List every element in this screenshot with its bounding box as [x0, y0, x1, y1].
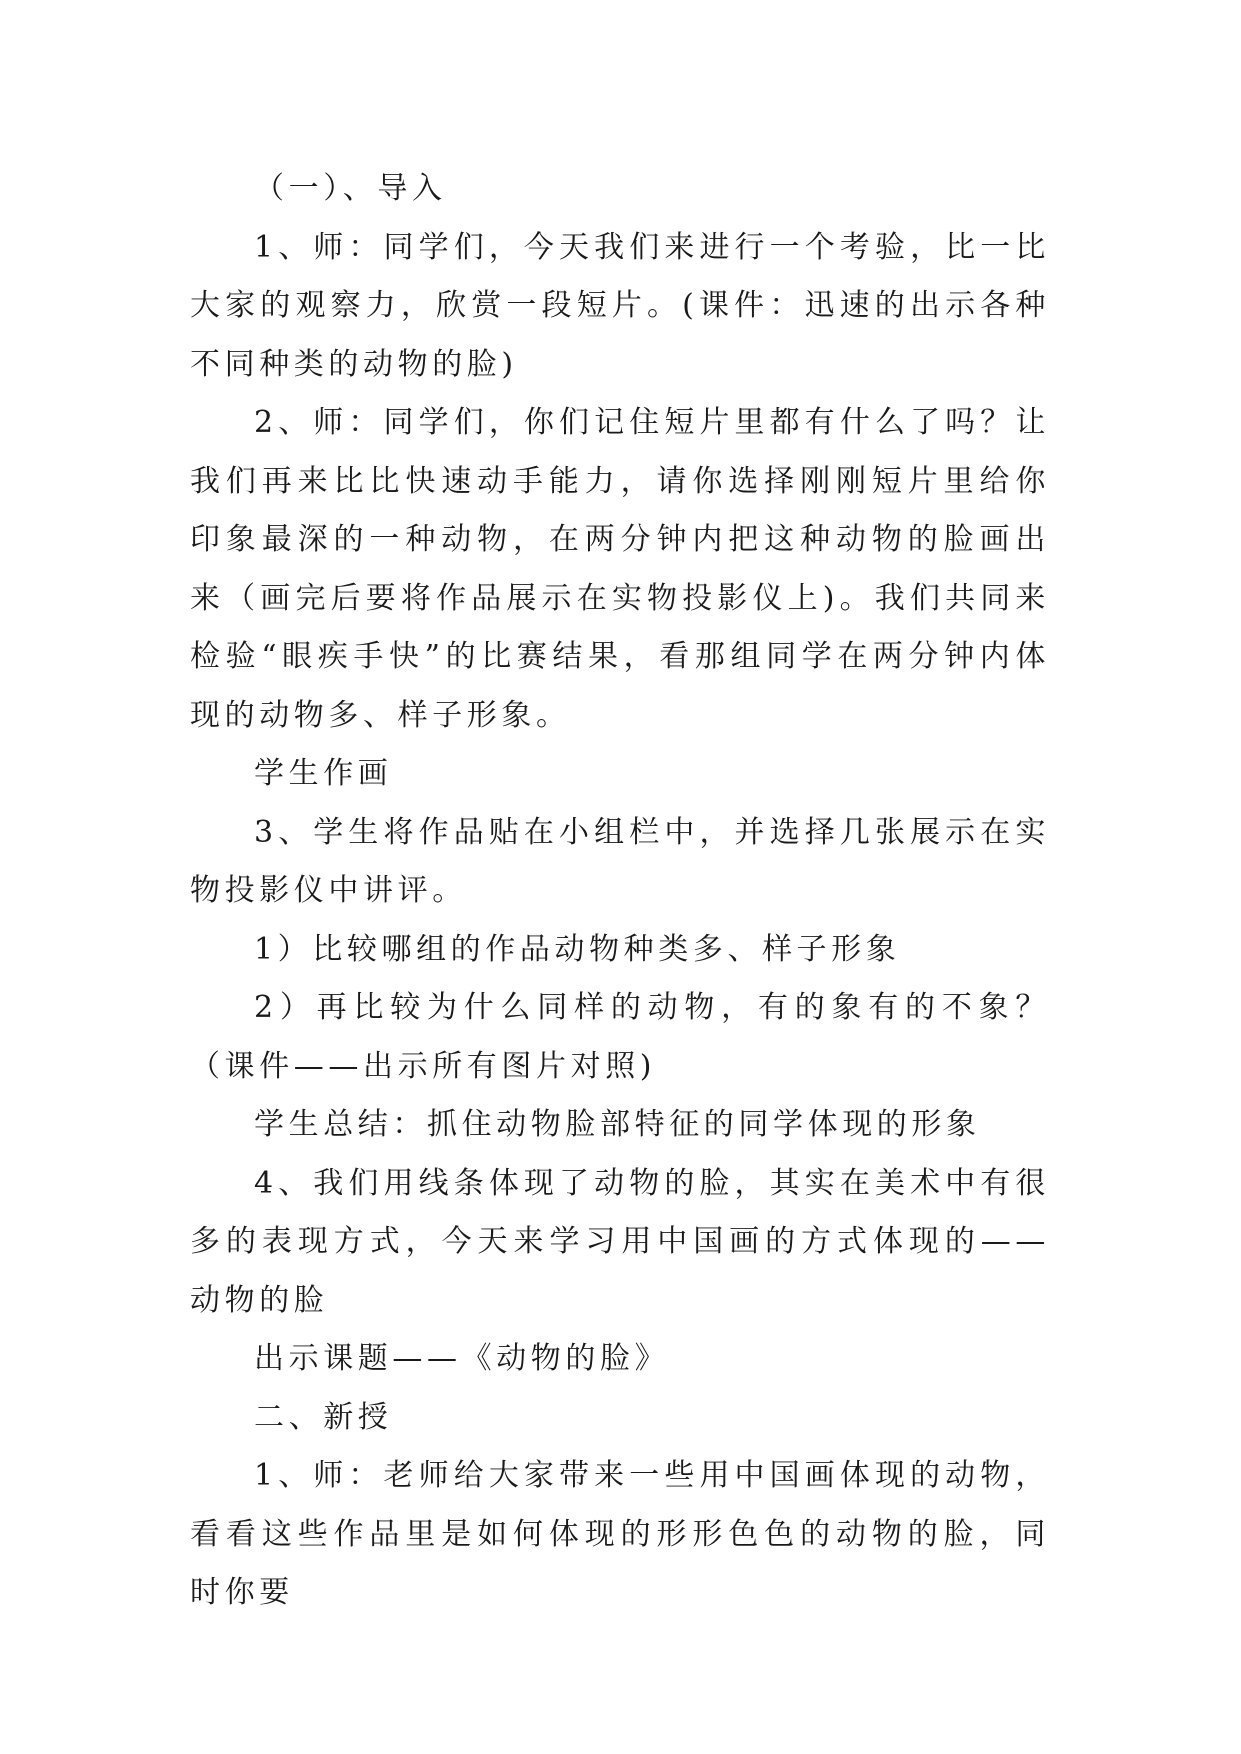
paragraph-step-3: 3、学生将作品贴在小组栏中，并选择几张展示在实物投影仪中讲评。 [190, 814, 1050, 908]
paragraph-step-1: 1、师：同学们，今天我们来进行一个考验，比一比大家的观察力，欣赏一段短片。(课件：迅速的出示各种不同种类的动物的脸) [190, 229, 1050, 382]
paragraph-student-summary: 学生总结：抓住动物脸部特征的同学体现的形象 [254, 1107, 981, 1142]
paragraph-step-4: 4、我们用线条体现了动物的脸，其实在美术中有很多的表现方式，今天来学习用中国画的方式体现的——动物的脸 [190, 1165, 1050, 1318]
heading-intro: （一）、导入 [254, 171, 447, 206]
paragraph-show-topic: 出示课题——《动物的脸》 [254, 1341, 670, 1376]
paragraph-compare-2: 2）再比较为什么同样的动物，有的象有的不象？（课件——出示所有图片对照) [190, 990, 1050, 1084]
paragraph-compare-1: 1）比较哪组的作品动物种类多、样子形象 [254, 931, 901, 967]
heading-new-lesson: 二、新授 [254, 1399, 393, 1435]
paragraph-new-lesson-1: 1、师：老师给大家带来一些用中国画体现的动物，看看这些作品里是如何体现的形形色色的动物的脸，同时你要 [190, 1458, 1050, 1610]
paragraph-students-draw: 学生作画 [254, 756, 393, 791]
paragraph-step-2: 2、师：同学们，你们记住短片里都有什么了吗？让我们再来比比快速动手能力，请你选择刚刚短片里给你印象最深的一种动物，在两分钟内把这种动物的脸画出来（画完后要将作品展示在实物投影仪上)。我们共同来检验“眼疾手快”的比赛结果，看那组同学在两分钟内体现的动物多、样子形象。 [190, 405, 1050, 733]
document-page [190, 160, 1050, 1623]
